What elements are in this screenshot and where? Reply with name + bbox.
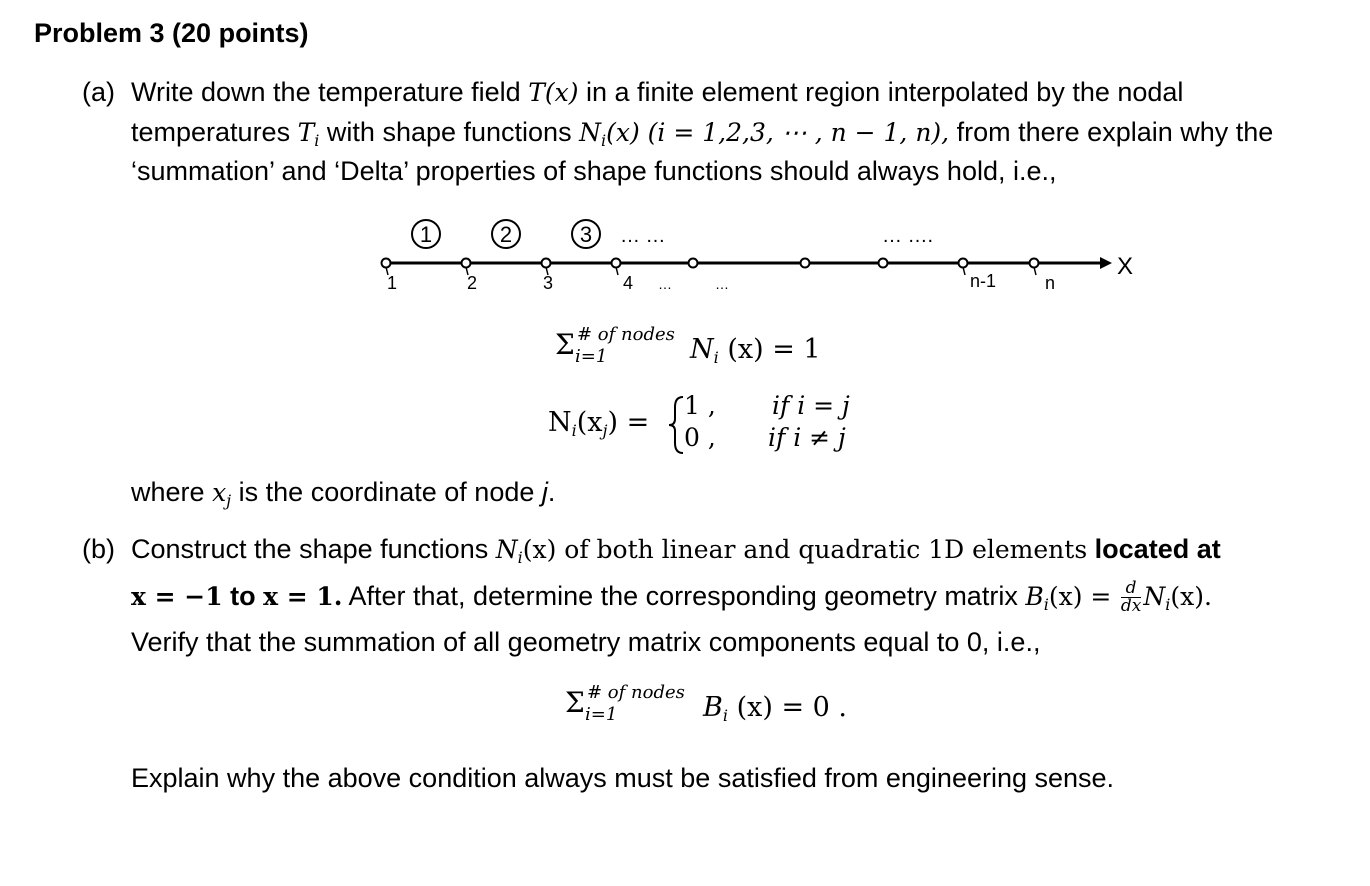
delta-case-1-value: 1 , [684,391,716,420]
node-label-4: 4 [622,273,634,293]
node-3 [542,259,551,268]
node-label-n-1: n-1 [969,271,997,291]
equation-sum-N: Σ # of nodes i=1 $N_i$ (x) = 1 [555,324,821,367]
closing-question: Explain why the above condition always must be satisfied from engineering sense. [131,763,1115,793]
node-2 [462,259,471,268]
dots-top-left: … … [620,225,666,247]
node-label-2: 2 [466,273,478,293]
node-4 [612,259,621,268]
element-label-1: 1 [419,222,433,247]
node-6 [801,259,810,268]
node-7 [879,259,888,268]
delta-case-2-value: 0 , [684,423,716,452]
axis-arrowhead [1100,257,1112,269]
equation-sum-B: Σ # of nodes i=1 $B_i$ (x) = 0 . [565,682,847,725]
part-b-line-2: x = −1 to x = 1. After that, determine the corresponding geometry matrix $B_i(x)$ = $\frac{d}{dx}$ $N_i(x)$. [131,578,1212,617]
dots-top-right: … …. [882,225,934,247]
dots-bottom-1: … [658,276,672,292]
dots-bottom-2: … [715,276,729,292]
element-diagram [370,212,1150,302]
delta-case-1-condition: if i = j [772,391,850,420]
node-1 [382,259,391,268]
axis-label-x: X [1117,253,1134,280]
node-label-n: n [1044,273,1056,293]
element-label-3: 3 [579,222,593,247]
node-n-1 [959,259,968,268]
node-5 [689,259,698,268]
part-b-line-3: Verify that the summation of all geometry matrix components equal to 0, i.e., [131,627,1041,657]
part-a-label: (a) [82,77,115,107]
part-a-line-1: Write down the temperature field T(x) in a finite element region interpolated by the nodal [131,77,1184,107]
element-label-2: 2 [499,222,513,247]
node-label-1: 1 [386,273,398,293]
part-b-label: (b) [82,534,115,564]
problem-title: Problem 3 (20 points) [34,18,309,48]
node-label-3: 3 [542,273,554,293]
where-line: where $x_j$ is the coordinate of node j. [131,477,556,510]
part-a-line-2: temperatures $T_i$ with shape functions $N_i(x) (i = 1,2,3$, ⋯ , n − 1, n), from there explain why the [131,117,1274,150]
equation-delta: $N_i(x_j)$ = [548,407,650,440]
part-a-line-3: ‘summation’ and ‘Delta’ properties of shape functions should always hold, i.e., [131,156,1057,186]
node-n [1030,259,1039,268]
part-b-line-1: Construct the shape functions $N_i(x)$ of both linear and quadratic 1D elements located at [131,534,1221,567]
delta-case-2-condition: if i ≠ j [768,423,846,452]
